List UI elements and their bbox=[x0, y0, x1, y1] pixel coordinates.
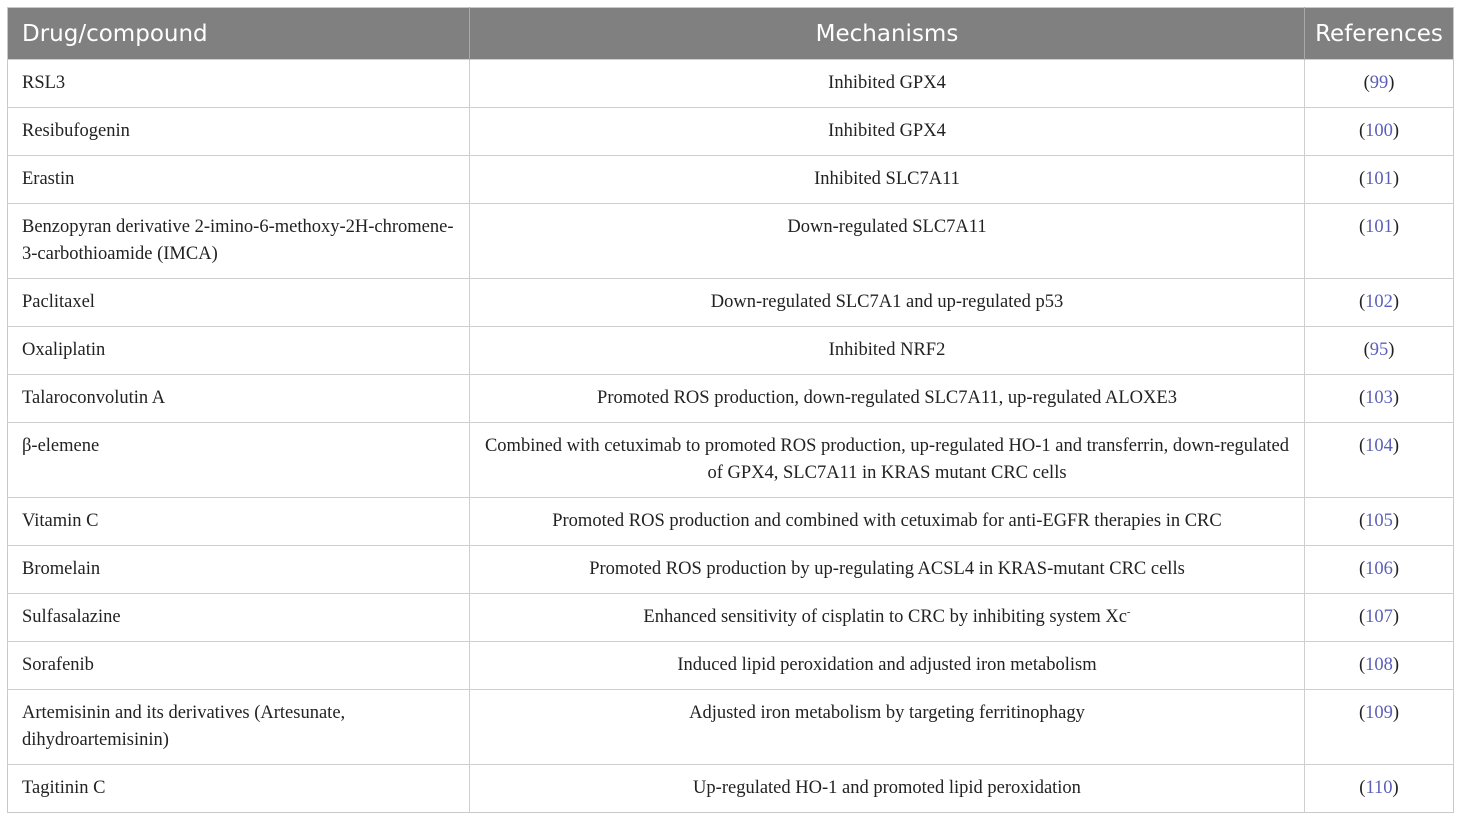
reference-link[interactable]: 108 bbox=[1365, 655, 1393, 675]
reference-link[interactable]: 110 bbox=[1365, 778, 1393, 798]
mechanism-text: Inhibited GPX4 bbox=[828, 73, 946, 93]
header-row bbox=[8, 8, 1454, 60]
table-row bbox=[8, 423, 1454, 498]
mechanism-text: Inhibited NRF2 bbox=[828, 340, 946, 360]
reference-link[interactable]: 99 bbox=[1369, 73, 1389, 93]
drug-cell: Oxaliplatin bbox=[8, 327, 470, 375]
mechanism-cell bbox=[470, 327, 1305, 375]
reference-link[interactable]: 101 bbox=[1365, 169, 1393, 189]
table-row bbox=[8, 279, 1454, 327]
table-row bbox=[8, 108, 1454, 156]
table-body bbox=[8, 60, 1454, 813]
drug-cell: Resibufogenin bbox=[8, 108, 470, 156]
mechanism-cell bbox=[470, 594, 1305, 642]
table-row bbox=[8, 60, 1454, 108]
table-row bbox=[8, 498, 1454, 546]
reference-cell: (105) bbox=[1305, 498, 1454, 546]
reference-link[interactable]: 95 bbox=[1369, 340, 1389, 360]
mechanism-cell bbox=[470, 156, 1305, 204]
mechanism-text: Combined with cetuximab to promoted ROS production, up-regulated HO-1 and transferrin, down-regulated of GPX4, SLC7A11 in KRAS mutant CRC cells bbox=[484, 436, 1290, 483]
reference-cell: (101) bbox=[1305, 156, 1454, 204]
reference-cell: (95) bbox=[1305, 327, 1454, 375]
drug-mechanism-table bbox=[7, 7, 1454, 813]
table-row bbox=[8, 156, 1454, 204]
mechanism-cell bbox=[470, 546, 1305, 594]
header-drug: Drug/compound bbox=[8, 8, 470, 60]
reference-cell: (109) bbox=[1305, 690, 1454, 765]
reference-cell: (102) bbox=[1305, 279, 1454, 327]
drug-cell: β-elemene bbox=[8, 423, 470, 498]
mechanism-cell bbox=[470, 498, 1305, 546]
reference-link[interactable]: 105 bbox=[1365, 511, 1393, 531]
header-references: References bbox=[1305, 8, 1454, 60]
drug-cell: RSL3 bbox=[8, 60, 470, 108]
mechanism-text: Promoted ROS production, down-regulated SLC7A11, up-regulated ALOXE3 bbox=[597, 388, 1177, 408]
table-row bbox=[8, 204, 1454, 279]
mechanism-text: Promoted ROS production and combined with cetuximab for anti-EGFR therapies in CRC bbox=[552, 511, 1222, 531]
mechanism-text: Inhibited GPX4 bbox=[828, 121, 946, 141]
mechanism-cell bbox=[470, 423, 1305, 498]
mechanism-text: Induced lipid peroxidation and adjusted iron metabolism bbox=[677, 655, 1097, 675]
drug-cell: Sorafenib bbox=[8, 642, 470, 690]
table-row bbox=[8, 765, 1454, 813]
reference-link[interactable]: 109 bbox=[1365, 703, 1393, 723]
mechanism-cell bbox=[470, 204, 1305, 279]
drug-cell: Tagitinin C bbox=[8, 765, 470, 813]
mechanism-text: Down-regulated SLC7A11 bbox=[787, 217, 987, 237]
reference-cell: (103) bbox=[1305, 375, 1454, 423]
mechanism-cell bbox=[470, 60, 1305, 108]
table-header bbox=[8, 8, 1454, 60]
reference-link[interactable]: 102 bbox=[1365, 292, 1393, 312]
mechanism-text: Inhibited SLC7A11 bbox=[814, 169, 960, 189]
mechanism-cell bbox=[470, 765, 1305, 813]
reference-cell: (101) bbox=[1305, 204, 1454, 279]
table-row bbox=[8, 690, 1454, 765]
drug-cell: Benzopyran derivative 2-imino-6-methoxy-2H-chromene-3-carbothioamide (IMCA) bbox=[8, 204, 470, 279]
mechanism-cell bbox=[470, 108, 1305, 156]
reference-cell: (110) bbox=[1305, 765, 1454, 813]
mechanism-cell bbox=[470, 375, 1305, 423]
mechanism-cell bbox=[470, 279, 1305, 327]
reference-cell: (99) bbox=[1305, 60, 1454, 108]
reference-link[interactable]: 107 bbox=[1365, 607, 1393, 627]
drug-cell: Sulfasalazine bbox=[8, 594, 470, 642]
drug-cell: Talaroconvolutin A bbox=[8, 375, 470, 423]
mechanism-text: Down-regulated SLC7A1 and up-regulated p53 bbox=[710, 292, 1064, 312]
mechanism-superscript: - bbox=[1126, 605, 1131, 618]
reference-cell: (106) bbox=[1305, 546, 1454, 594]
table-row bbox=[8, 375, 1454, 423]
reference-cell: (104) bbox=[1305, 423, 1454, 498]
mechanism-text: Adjusted iron metabolism by targeting ferritinophagy bbox=[689, 703, 1085, 723]
reference-cell: (100) bbox=[1305, 108, 1454, 156]
drug-cell: Artemisinin and its derivatives (Artesunate, dihydroartemisinin) bbox=[8, 690, 470, 765]
reference-cell: (108) bbox=[1305, 642, 1454, 690]
table-row bbox=[8, 594, 1454, 642]
header-mechanisms: Mechanisms bbox=[470, 8, 1305, 60]
drug-cell: Bromelain bbox=[8, 546, 470, 594]
drug-cell: Vitamin C bbox=[8, 498, 470, 546]
table-row bbox=[8, 327, 1454, 375]
mechanism-cell bbox=[470, 690, 1305, 765]
drug-cell: Paclitaxel bbox=[8, 279, 470, 327]
reference-link[interactable]: 100 bbox=[1365, 121, 1393, 141]
mechanism-text: Enhanced sensitivity of cisplatin to CRC by inhibiting system Xc bbox=[643, 607, 1127, 627]
mechanism-cell bbox=[470, 642, 1305, 690]
reference-cell: (107) bbox=[1305, 594, 1454, 642]
table-row bbox=[8, 642, 1454, 690]
reference-link[interactable]: 101 bbox=[1365, 217, 1393, 237]
table-row bbox=[8, 546, 1454, 594]
reference-link[interactable]: 103 bbox=[1365, 388, 1393, 408]
reference-link[interactable]: 104 bbox=[1365, 436, 1393, 456]
drug-cell: Erastin bbox=[8, 156, 470, 204]
reference-link[interactable]: 106 bbox=[1365, 559, 1393, 579]
mechanism-text: Up-regulated HO-1 and promoted lipid peroxidation bbox=[693, 778, 1081, 798]
mechanism-text: Promoted ROS production by up-regulating ACSL4 in KRAS-mutant CRC cells bbox=[589, 559, 1185, 579]
